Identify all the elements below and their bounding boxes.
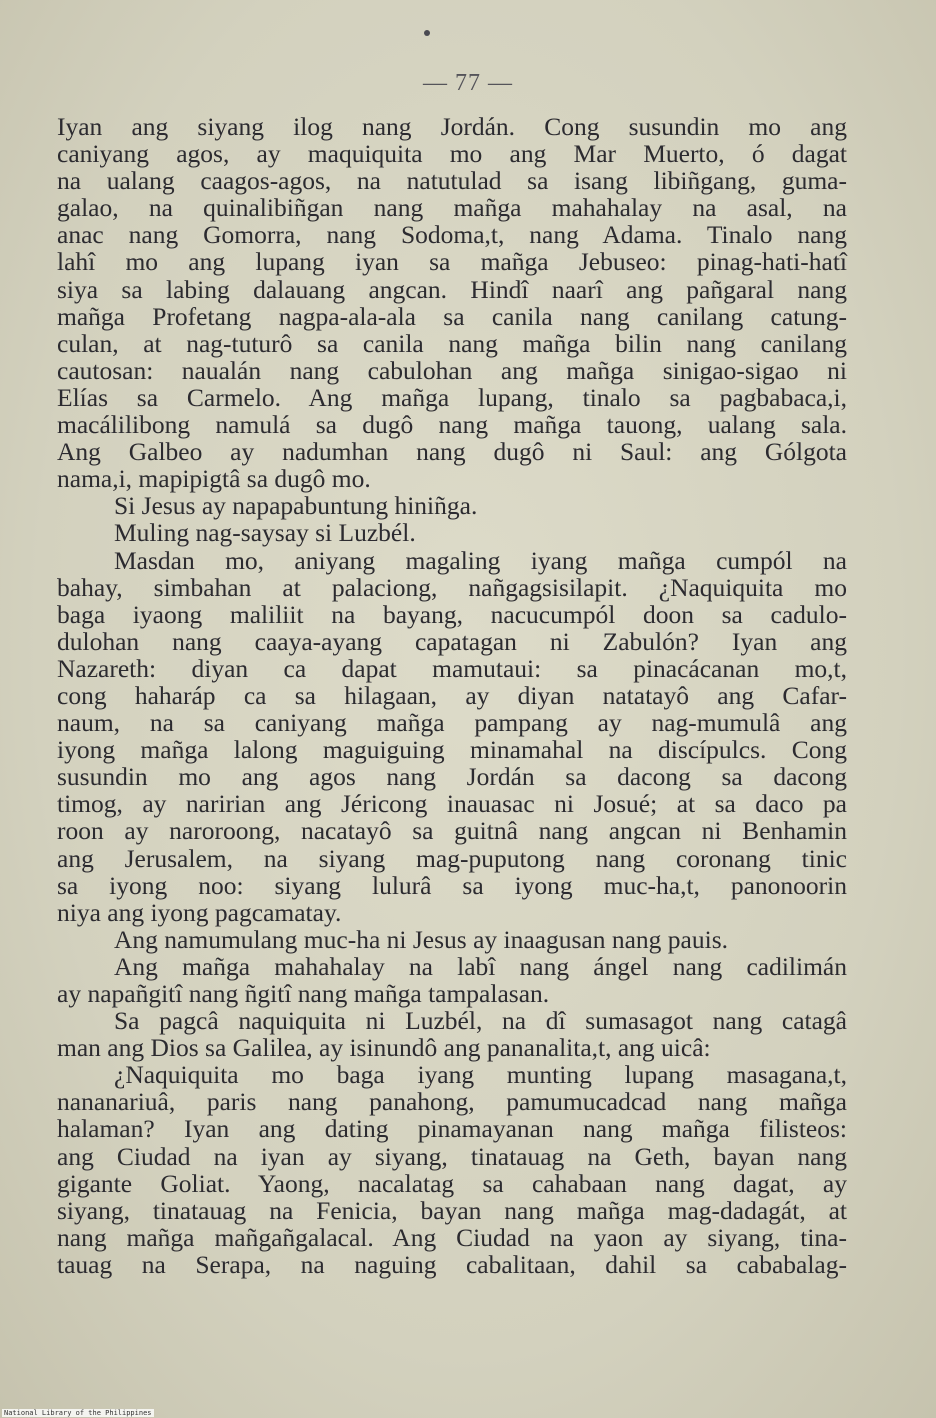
text-line: gigante Goliat. Yaong, nacalatag sa cahabaan nang dagat, ay — [57, 1168, 847, 1198]
text-line: ang Ciudad na iyan ay siyang, tinatauag na Geth, bayan nang — [57, 1141, 847, 1171]
text-line: Iyan ang siyang ilog nang Jordán. Cong susundin mo ang — [57, 112, 847, 141]
text-line: tauag na Serapa, na naguing cabalitaan, dahil sa cababalag- — [57, 1249, 847, 1279]
text-line: nang mañga mañgañgalacal. Ang Ciudad na yaon ay siyang, tina- — [57, 1222, 847, 1252]
text-line: na ualang caagos-agos, na natutulad sa isang libiñgang, guma- — [57, 166, 847, 196]
text-line: galao, na quinalibiñgan nang mañga mahahalay na asal, na — [57, 193, 847, 223]
text-line: cautosan: naualán nang cabulohan ang mañga sinigao-sigao ni — [57, 355, 847, 385]
library-credit: National Library of the Philippines — [4, 1409, 152, 1417]
text-line: Si Jesus ay napapabuntung hiniñga. — [114, 491, 478, 521]
text-line: Masdan mo, aniyang magaling iyang mañga cumpól na — [114, 545, 847, 575]
text-line: susundin mo ang agos nang Jordán sa dacong sa dacong — [57, 762, 847, 792]
text-line: bahay, simbahan at palaciong, nañgagsisilapit. ¿Naquiquita mo — [57, 572, 847, 602]
text-line: Ang namumulang muc-ha ni Jesus ay inaagusan nang pauis. — [114, 924, 728, 954]
text-line: caniyang agos, ay maquiquita mo ang Mar Muerto, ó dagat — [57, 139, 847, 169]
text-line: culan, at nag-tuturô sa canila nang mañga bilin nang canilang — [57, 328, 847, 358]
text-line: mañga Profetang nagpa-ala-ala sa canila nang canilang catung- — [57, 301, 847, 331]
text-line: ¿Naquiquita mo baga iyang munting lupang masagana,t, — [114, 1060, 847, 1090]
page-number: — 77 — — [423, 70, 513, 96]
text-line: dulohan nang caaya-ayang capatagan ni Zabulón? Iyan ang — [57, 626, 847, 656]
text-line: siyang, tinatauag na Fenicia, bayan nang mañga mag-dadagát, at — [57, 1195, 847, 1225]
text-line: nama,i, mapipigtâ sa dugô mo. — [57, 464, 371, 494]
text-line: nananariuâ, paris nang panahong, pamumucadcad nang mañga — [57, 1087, 847, 1117]
text-line: timog, ay naririan ang Jéricong inauasac ni Josué; at sa daco pa — [57, 789, 847, 819]
text-line: Muling nag-saysay si Luzbél. — [114, 518, 416, 548]
text-line: niya ang iyong pagcamatay. — [57, 897, 342, 927]
text-line: Nazareth: diyan ca dapat mamutaui: sa pinacácanan mo,t, — [57, 653, 847, 683]
text-line: man ang Dios sa Galilea, ay isinundô ang pananalita,t, ang uicâ: — [57, 1033, 711, 1063]
text-line: anac nang Gomorra, nang Sodoma,t, nang Adama. Tinalo nang — [57, 220, 847, 250]
text-line: Ang Galbeo ay nadumhan nang dugô ni Saul: ang Gólgota — [57, 437, 847, 467]
text-line: sa iyong noo: siyang lulurâ sa iyong muc-ha,t, panonoorin — [57, 870, 847, 900]
text-line: Sa pagcâ naquiquita ni Luzbél, na dî sumasagot nang catagâ — [114, 1006, 847, 1036]
text-line: roon ay naroroong, nacatayô sa guitnâ nang angcan ni Benhamin — [57, 816, 847, 846]
text-line: halaman? Iyan ang dating pinamayanan nang mañga filisteos: — [57, 1114, 847, 1144]
text-line: lahî mo ang lupang iyan sa mañga Jebuseo: pinag-hati-hatî — [57, 247, 847, 277]
ink-speck — [424, 30, 430, 36]
text-line: baga iyaong maliliit na bayang, nacucumpól doon sa cadulo- — [57, 599, 847, 629]
text-line: siya sa labing dalauang angcan. Hindî naarî ang pañgaral nang — [57, 274, 847, 304]
text-line: naum, na sa caniyang mañga pampang ay nag-mumulâ ang — [57, 708, 847, 738]
text-line: Elías sa Carmelo. Ang mañga lupang, tinalo sa pagbabaca,i, — [57, 382, 847, 412]
text-line: iyong mañga lalong maguiguing minamahal na discípulcs. Cong — [57, 735, 847, 765]
body-text — [57, 113, 847, 1278]
text-line: Ang mañga mahahalay na labî nang ángel nang cadilimán — [114, 951, 847, 981]
text-line: macálilibong namulá sa dugô nang mañga tauong, ualang sala. — [57, 410, 847, 440]
text-line: ang Jerusalem, na siyang mag-puputong nang coronang tinic — [57, 843, 847, 873]
text-line: ay napañgitî nang ñgitî nang mañga tampalasan. — [57, 979, 550, 1008]
text-line: cong haharáp ca sa hilagaan, ay diyan natatayô ang Cafar- — [57, 680, 847, 710]
